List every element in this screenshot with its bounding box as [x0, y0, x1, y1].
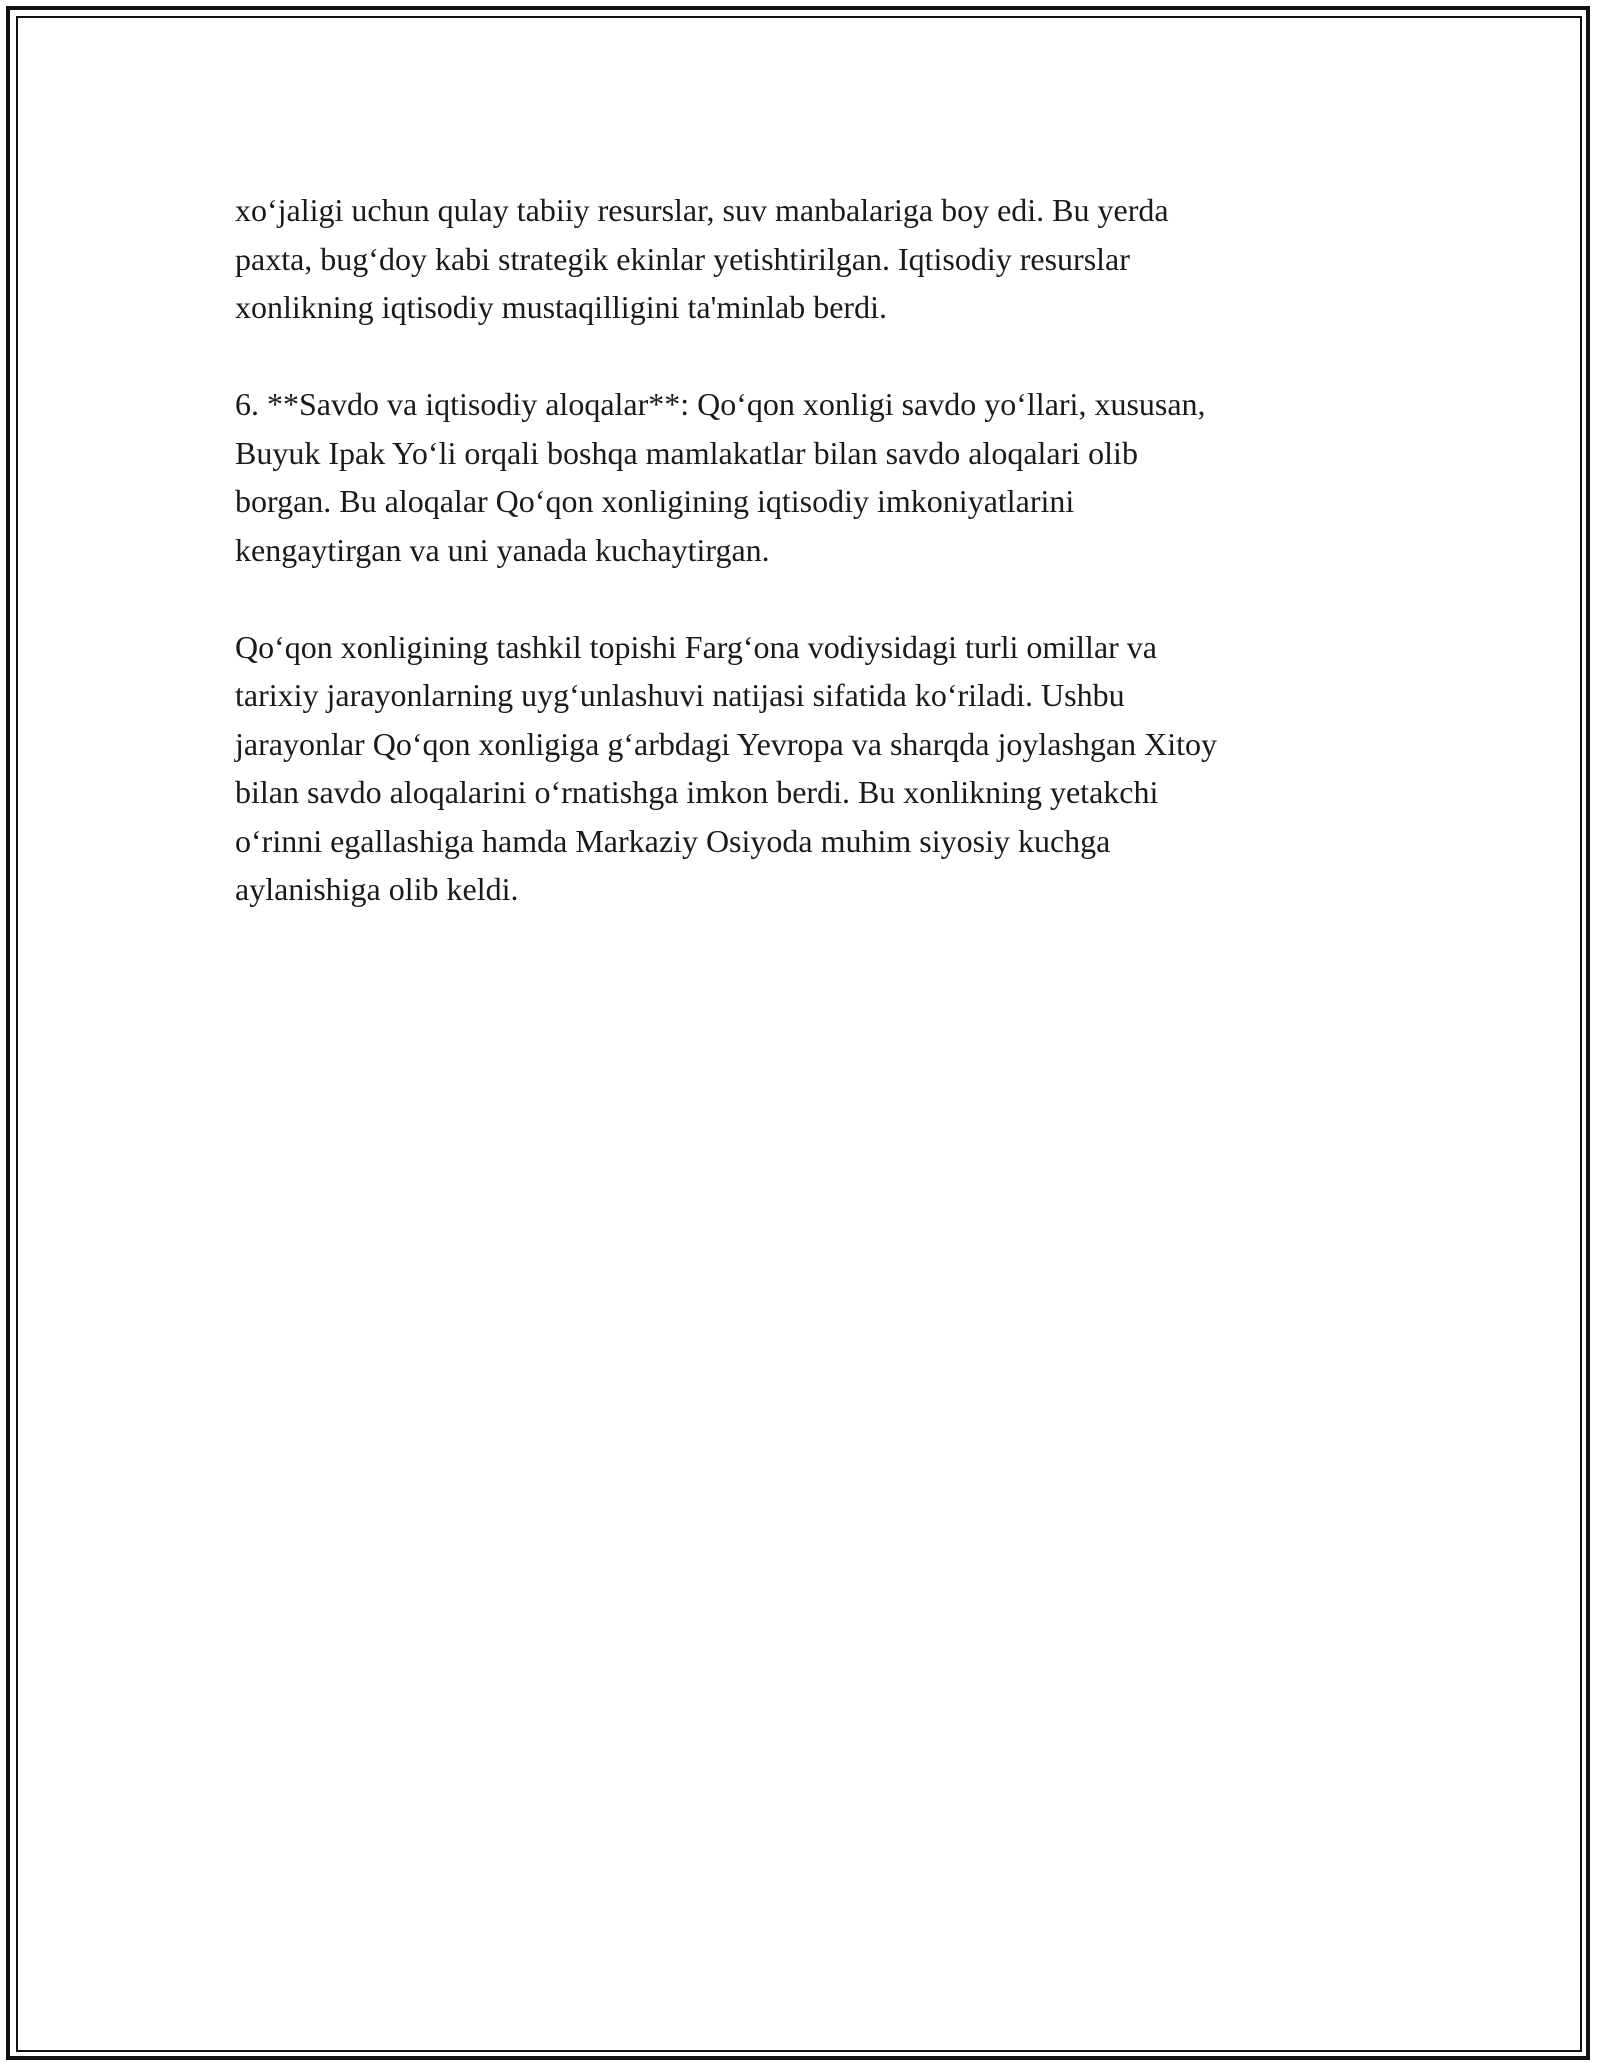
text-line: jarayonlar Qo‘qon xonligiga g‘arbdagi Yevropa va sharqda joylashgan Xitoy — [235, 725, 1217, 762]
paragraph-conclusion — [235, 623, 1395, 914]
text-line: borgan. Bu aloqalar Qo‘qon xonligining iqtisodiy imkoniyatlarini — [235, 483, 1075, 519]
text-line: bilan savdo aloqalarini o‘rnatishga imkon berdi. Bu xonlikning yetakchi — [235, 774, 1159, 810]
text-line: xonlikning iqtisodiy mustaqilligini ta'minlab berdi. — [235, 289, 887, 325]
text-line: Buyuk Ipak Yo‘li orqali boshqa mamlakatlar bilan savdo aloqalari olib — [235, 434, 1138, 471]
text-line: tarixiy jarayonlarning uyg‘unlashuvi natijasi sifatida ko‘riladi. Ushbu — [235, 677, 1125, 713]
page-body — [235, 186, 1395, 962]
text-line: Qo‘qon xonligining tashkil topishi Farg‘ona vodiysidagi turli omillar va — [235, 628, 1157, 665]
text-line: o‘rinni egallashiga hamda Markaziy Osiyoda muhim siyosiy kuchga — [235, 822, 1111, 859]
paragraph-resources — [235, 186, 1395, 332]
text-line: paxta, bug‘doy kabi strategik ekinlar yetishtirilgan. Iqtisodiy resurslar — [235, 240, 1130, 277]
text-line: 6. **Savdo va iqtisodiy aloqalar**: Qo‘qon xonligi savdo yo‘llari, xususan, — [235, 386, 1206, 422]
text-line: kengaytirgan va uni yanada kuchaytirgan. — [235, 531, 770, 568]
text-line: xo‘jaligi uchun qulay tabiiy resurslar, suv manbalariga boy edi. Bu yerda — [235, 192, 1169, 228]
paragraph-trade-relations — [235, 380, 1395, 574]
text-line: aylanishiga olib keldi. — [235, 871, 519, 907]
